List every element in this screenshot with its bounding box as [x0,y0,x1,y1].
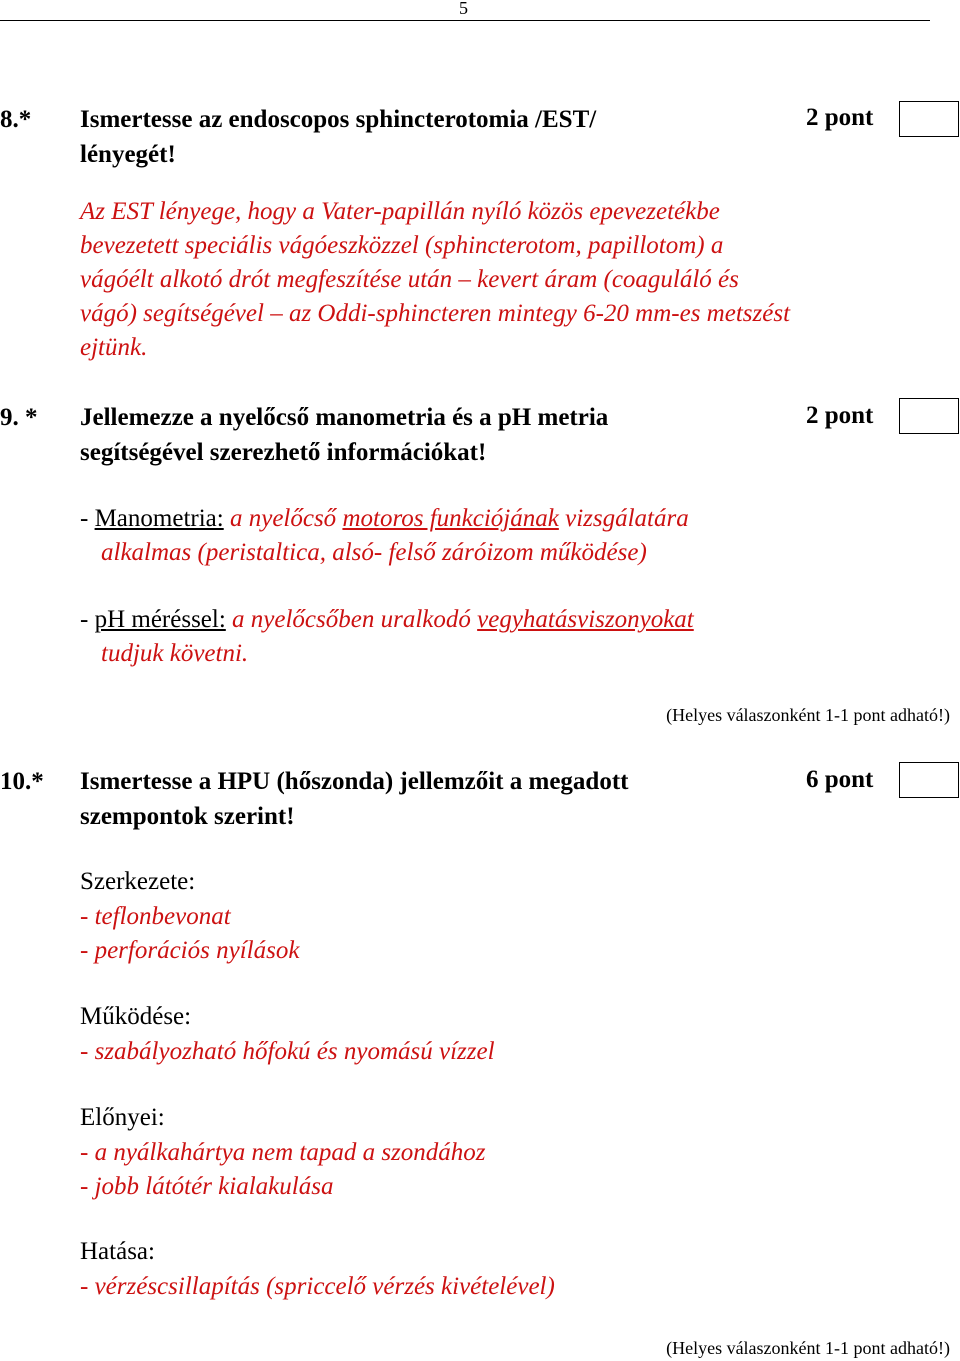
item-text: vizsgálatára [558,505,689,532]
item-text: a nyelőcsőben uralkodó [225,606,478,633]
section-line: - teflonbevonat [80,903,231,930]
answer-line: vágó) segítségével – az Oddi-sphincteren mintegy 6-20 mm-es metszést [80,300,791,327]
header-rule [0,20,930,21]
section-heading: Hatása: [80,1238,155,1265]
section-line: - vérzéscsillapítás (spriccelő vérzés kivételével) [80,1273,555,1300]
answer-item-ph [80,603,694,637]
question-number: 8.* [0,106,32,133]
answer-item-continuation: tudjuk követni. [101,640,249,667]
item-label: Manometria: [94,505,224,532]
answer-item-manometria [80,502,689,536]
page-number: 5 [459,0,468,18]
answer-item-continuation: alkalmas (peristaltica, alsó- felső záróizom működése) [101,539,647,566]
question-title-line: Ismertesse az endoscopos sphincterotomia /EST/ [80,106,597,133]
answer-line: bevezetett speciális vágóeszközzel (sphincterotom, papillotom) a [80,232,724,259]
scoring-note: (Helyes válaszonként 1-1 pont adható!) [666,705,950,725]
section-heading: Előnyei: [80,1104,165,1131]
section-line: - a nyálkahártya nem tapad a szondához [80,1139,486,1166]
item-label: pH méréssel: [94,606,226,633]
question-title-line: Ismertesse a HPU (hőszonda) jellemzőit a megadott [80,768,629,795]
answer-line: Az EST lényege, hogy a Vater-papillán nyíló közös epevezetékbe [80,198,720,225]
item-dash: - [80,606,95,633]
section-heading: Működése: [80,1003,192,1030]
question-title-line: lényegét! [80,141,176,168]
score-box[interactable] [899,762,959,798]
section-line: - jobb látótér kialakulása [80,1173,334,1200]
question-number: 9. * [0,404,38,431]
score-box[interactable] [899,101,959,137]
points-label: 6 pont [806,766,874,793]
item-dash: - [80,505,95,532]
question-title-line: segítségével szerezhető információkat! [80,439,487,466]
answer-line: ejtünk. [80,334,148,361]
item-text: a nyelőcső [223,505,343,532]
question-number: 10.* [0,768,44,795]
question-title-line: Jellemezze a nyelőcső manometria és a pH metria [80,404,609,431]
points-label: 2 pont [806,402,874,429]
section-line: - perforációs nyílások [80,937,300,964]
scoring-note: (Helyes válaszonként 1-1 pont adható!) [666,1338,950,1358]
section-line: - szabályozható hőfokú és nyomású vízzel [80,1038,495,1065]
section-heading: Szerkezete: [80,868,196,895]
item-underlined-text: vegyhatásviszonyokat [477,606,694,633]
score-box[interactable] [899,398,959,434]
answer-line: vágóélt alkotó drót megfeszítése után – kevert áram (coaguláló és [80,266,739,293]
item-underlined-text: motoros funkciójának [342,505,559,532]
points-label: 2 pont [806,104,874,131]
question-title-line: szempontok szerint! [80,803,295,830]
